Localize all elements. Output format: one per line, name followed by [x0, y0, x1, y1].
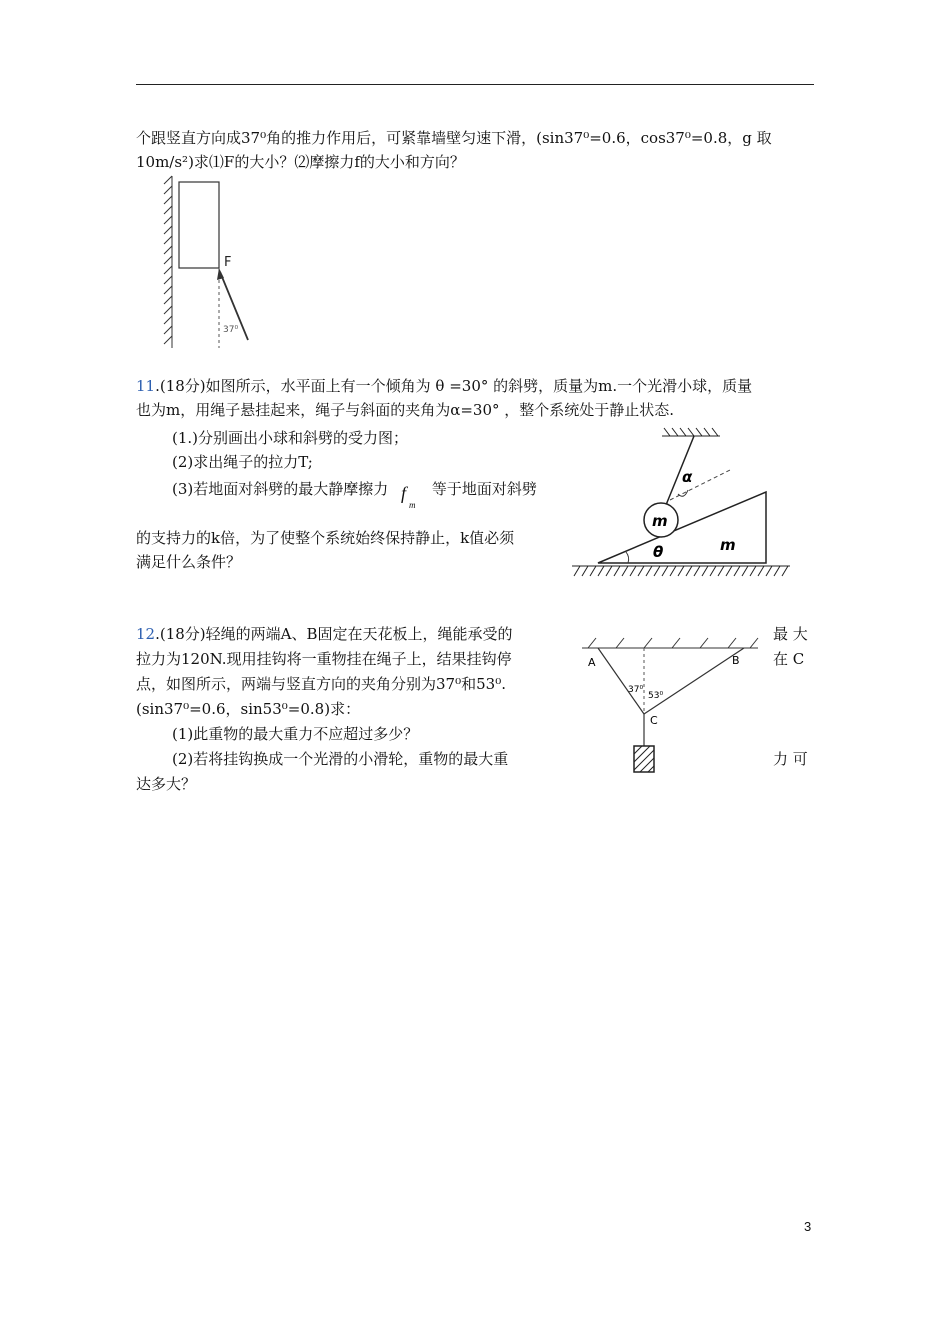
q12-rope-diagram — [578, 630, 763, 780]
q12-line-2-right: 在 C — [773, 650, 805, 668]
angle-53-label: 53⁰ — [648, 691, 664, 701]
ceiling — [662, 428, 720, 436]
alpha-label: α — [682, 468, 693, 486]
q12-line-7: 达多大？ — [136, 775, 197, 793]
ball-mass-label: m — [652, 512, 668, 530]
wall-hatching — [164, 176, 172, 348]
q12-line-3: 点，如图所示，两端与竖直方向的夹角分别为37⁰和53⁰. — [136, 675, 506, 693]
wedge — [598, 492, 766, 563]
q12-line-1: 12.(18分)轻绳的两端A、B固定在天花板上，绳能承受的 — [136, 625, 513, 643]
q12-sub-1: (1)此重物的最大重力不应超过多少？ — [172, 725, 419, 743]
page-number: 3 — [804, 1219, 812, 1234]
q11-line-2: 也为m，用绳子悬挂起来，绳子与斜面的夹角为α=30° ，整个系统处于静止状态. — [136, 401, 675, 419]
q12-line-2: 拉力为120N.现用挂钩将一重物挂在绳子上，结果挂钩停 — [136, 650, 512, 668]
q11-line-7: 满足什么条件？ — [136, 553, 242, 571]
force-label: F — [224, 255, 232, 270]
header-rule — [136, 84, 814, 85]
q11-sub-2: (2)求出绳子的拉力T; — [172, 453, 313, 471]
q10-line-1: 个跟竖直方向成37⁰角的推力作用后，可紧靠墙壁匀速下滑，(sin37⁰=0.6，cos37⁰=0.8，g 取 — [136, 129, 772, 147]
wedge-mass-label: m — [720, 536, 736, 554]
point-a-label: A — [588, 656, 596, 669]
q11-line-6: 的支持力的k倍，为了使整个系统始终保持静止，k值必须 — [136, 529, 515, 547]
q11-wedge-diagram — [570, 420, 795, 580]
q12-number: 12 — [136, 625, 156, 643]
angle-37-label: 37⁰ — [628, 685, 644, 695]
rope-a — [598, 648, 644, 714]
q11-line-1: 11.(18分)如图所示，水平面上有一个倾角为 θ =30° 的斜劈，质量为m.一个光滑小球，质量 — [136, 377, 753, 395]
point-c-label: C — [650, 714, 658, 727]
q12-sub-2: (2)若将挂钩换成一个光滑的小滑轮，重物的最大重 — [172, 750, 509, 768]
point-b-label: B — [732, 654, 740, 667]
q11-number: 11 — [136, 377, 156, 395]
q10-line-2: 10m/s²)求⑴F的大小？⑵摩擦力f的大小和方向？ — [136, 153, 465, 171]
angle-label: 37⁰ — [223, 325, 239, 335]
theta-label: θ — [653, 543, 664, 561]
q11-sub-3: (3)若地面对斜劈的最大静摩擦力 f m 等于地面对斜劈 — [172, 480, 537, 510]
q12-line-4: (sin37⁰=0.6，sin53⁰=0.8)求： — [136, 700, 361, 718]
rope-b — [644, 648, 744, 714]
ceiling — [582, 638, 758, 648]
fm-symbol: f m — [401, 483, 416, 510]
block — [179, 182, 219, 268]
q12-line-1-right: 最 大 — [773, 625, 808, 643]
q12-sub-2-right: 力 可 — [773, 750, 808, 768]
ground — [572, 566, 790, 576]
q10-wall-block-diagram — [160, 172, 270, 352]
q11-sub-1: (1.)分别画出小球和斜劈的受力图； — [172, 429, 409, 447]
